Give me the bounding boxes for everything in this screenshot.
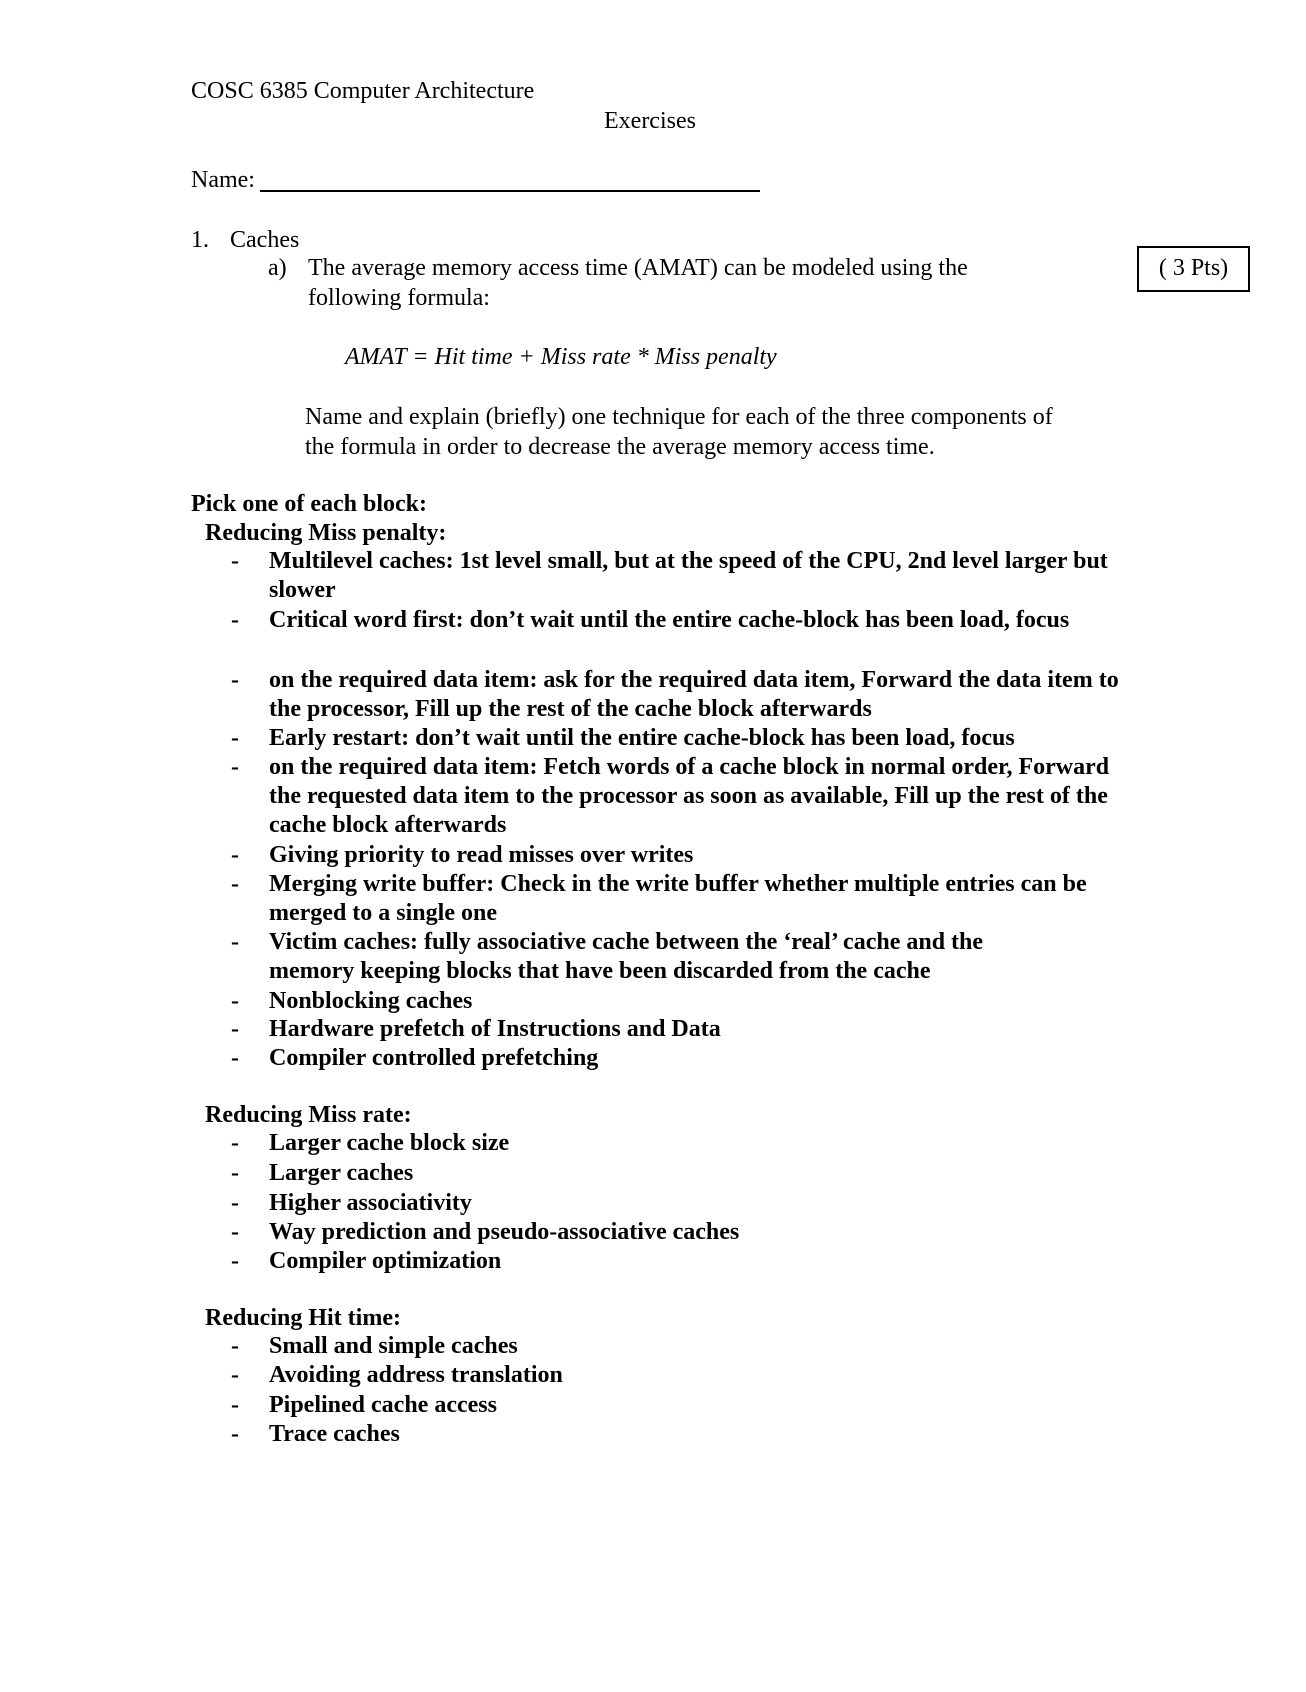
amat-formula: AMAT = Hit time + Miss rate * Miss penalty (345, 344, 777, 370)
list-item-miss-penalty: Giving priority to read misses over writes (269, 842, 694, 868)
bullet-dash: - (231, 1333, 239, 1359)
bullet-dash: - (231, 667, 239, 693)
list-item-miss-rate: Larger caches (269, 1160, 414, 1186)
list-item-miss-penalty: on the required data item: Fetch words of a cache block in normal order, Forward the requested data item to the processor as soon as available, Fill up the rest of the cache block afterwards (269, 754, 1110, 838)
section-heading-miss-penalty: Reducing Miss penalty: (205, 520, 447, 546)
list-item-miss-rate: Compiler optimization (269, 1248, 502, 1274)
bullet-dash: - (231, 1219, 239, 1245)
bullet-dash: - (231, 988, 239, 1014)
section-heading-miss-rate: Reducing Miss rate: (205, 1102, 412, 1128)
list-item-miss-penalty: Critical word first: don’t wait until the entire cache-block has been load, focus (269, 607, 1070, 633)
bullet-dash: - (231, 871, 239, 897)
name-label: Name: (191, 167, 255, 193)
section-heading-hit-time: Reducing Hit time: (205, 1305, 401, 1331)
list-item-hit-time: Trace caches (269, 1421, 400, 1447)
question-number: 1. (191, 227, 209, 253)
bullet-dash: - (231, 1190, 239, 1216)
question-text-line-1: The average memory access time (AMAT) can be modeled using the (308, 255, 968, 281)
bullet-dash: - (231, 842, 239, 868)
question-instruction-line-2: the formula in order to decrease the average memory access time. (305, 434, 935, 460)
bullet-dash: - (231, 1160, 239, 1186)
list-item-miss-penalty: Compiler controlled prefetching (269, 1045, 599, 1071)
list-item-miss-penalty: Victim caches: fully associative cache between the ‘real’ cache and the memory keeping blocks that have been discarded from the cache (269, 929, 984, 984)
list-item-miss-penalty: Early restart: don’t wait until the entire cache-block has been load, focus (269, 725, 1015, 751)
list-item-miss-penalty: on the required data item: ask for the required data item, Forward the data item to the processor, Fill up the rest of the cache block afterwards (269, 667, 1119, 722)
list-item-miss-rate: Higher associativity (269, 1190, 472, 1216)
bullet-dash: - (231, 1130, 239, 1156)
question-instruction-line-1: Name and explain (briefly) one technique for each of the three components of (305, 404, 1053, 430)
bullet-dash: - (231, 607, 239, 633)
bullet-dash: - (231, 1045, 239, 1071)
bullet-dash: - (231, 1421, 239, 1447)
list-item-hit-time: Pipelined cache access (269, 1392, 497, 1418)
document-title: Exercises (604, 108, 696, 134)
list-item-hit-time: Small and simple caches (269, 1333, 518, 1359)
bullet-dash: - (231, 754, 239, 780)
list-item-miss-rate: Way prediction and pseudo-associative caches (269, 1219, 740, 1245)
answer-intro: Pick one of each block: (191, 491, 427, 517)
bullet-dash: - (231, 725, 239, 751)
list-item-miss-penalty: Multilevel caches: 1st level small, but at the speed of the CPU, 2nd level larger but slower (269, 548, 1108, 603)
bullet-dash: - (231, 1392, 239, 1418)
list-item-miss-rate: Larger cache block size (269, 1130, 510, 1156)
bullet-dash: - (231, 548, 239, 574)
list-item-miss-penalty: Merging write buffer: Check in the write buffer whether multiple entries can be merged to a single one (269, 871, 1087, 926)
list-item-miss-penalty: Hardware prefetch of Instructions and Data (269, 1016, 721, 1042)
course-title: COSC 6385 Computer Architecture (191, 78, 535, 104)
bullet-dash: - (231, 1362, 239, 1388)
name-blank-line (260, 190, 760, 192)
question-part-label: a) (268, 255, 287, 281)
bullet-dash: - (231, 929, 239, 955)
points-box: ( 3 Pts) (1137, 246, 1250, 292)
list-item-miss-penalty: Nonblocking caches (269, 988, 473, 1014)
list-item-hit-time: Avoiding address translation (269, 1362, 563, 1388)
bullet-dash: - (231, 1248, 239, 1274)
question-text-line-2: following formula: (308, 285, 490, 311)
bullet-dash: - (231, 1016, 239, 1042)
question-title: Caches (230, 227, 300, 253)
